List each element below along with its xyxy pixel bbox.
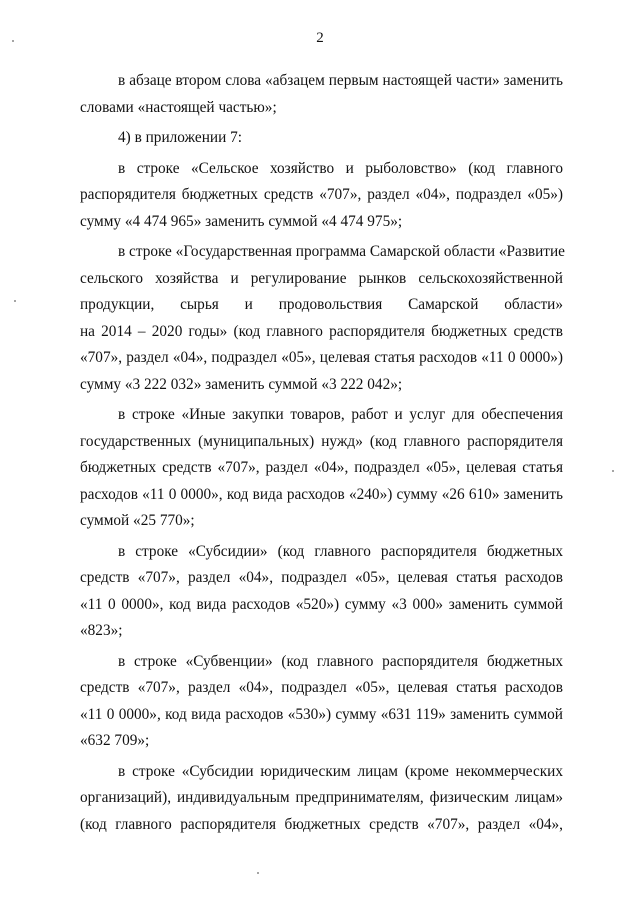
text-line: сельского хозяйства и регулирование рынков сельскохозяйственной xyxy=(80,269,563,287)
scan-speck xyxy=(12,40,14,42)
paragraph-3 xyxy=(80,156,563,236)
text-line: продукции, сырья и продовольствия Самарской области» xyxy=(80,296,563,313)
paragraph-5 xyxy=(80,402,563,535)
scan-speck xyxy=(612,470,614,472)
text-line: словами «настоящей частью»; xyxy=(80,98,277,116)
text-line: расходов «11 0 0000», код вида расходов «240») сумму «26 610» заменить xyxy=(80,485,563,503)
paragraph-4 xyxy=(80,239,563,398)
text-line: на 2014 – 2020 годы» (код главного распорядителя бюджетных средств xyxy=(80,322,563,340)
text-line: в строке «Сельское хозяйство и рыболовство» (код главного xyxy=(118,159,563,177)
page-number: 2 xyxy=(316,30,324,46)
text-line: «632 709»; xyxy=(80,732,150,749)
text-line: «707», раздел «04», подраздел «05», целевая статья расходов «11 0 0000») xyxy=(80,349,563,366)
document-body xyxy=(80,68,563,838)
text-line: в строке «Субсидии юридическим лицам (кроме некоммерческих xyxy=(118,762,563,780)
text-line: бюджетных средств «707», раздел «04», подраздел «05», целевая статья xyxy=(80,459,563,476)
text-line: «11 0 0000», код вида расходов «530») сумму «631 119» заменить суммой xyxy=(80,705,563,723)
text-line: «11 0 0000», код вида расходов «520») сумму «3 000» заменить суммой xyxy=(80,595,563,613)
text-line: в строке «Субвенции» (код главного распорядителя бюджетных xyxy=(118,652,563,670)
paragraph-2 xyxy=(80,125,563,152)
scan-speck xyxy=(14,300,16,302)
paragraph-6 xyxy=(80,539,563,645)
text-line: в абзаце втором слова «абзацем первым настоящей части» заменить xyxy=(118,72,563,89)
text-line: суммой «25 770»; xyxy=(80,512,195,529)
text-line: в строке «Иные закупки товаров, работ и услуг для обеспечения xyxy=(118,406,563,423)
text-line: в строке «Государственная программа Самарской области «Развитие xyxy=(118,243,565,260)
text-line: распорядителя бюджетных средств «707», раздел «04», подраздел «05») xyxy=(80,186,563,203)
text-line: средств «707», раздел «04», подраздел «05», целевая статья расходов xyxy=(80,569,563,586)
paragraph-7 xyxy=(80,649,563,755)
paragraph-8 xyxy=(80,759,563,839)
text-line: организаций), индивидуальным предпринимателям, физическим лицам» xyxy=(80,789,563,806)
text-line: (код главного распорядителя бюджетных средств «707», раздел «04», xyxy=(80,815,563,833)
scan-speck xyxy=(257,872,259,874)
text-line: «823»; xyxy=(80,622,123,639)
text-line: сумму «4 474 965» заменить суммой «4 474 975»; xyxy=(80,212,403,230)
text-line: в строке «Субсидии» (код главного распорядителя бюджетных xyxy=(118,542,563,560)
text-line: средств «707», раздел «04», подраздел «05», целевая статья расходов xyxy=(80,679,563,696)
text-line: 4) в приложении 7: xyxy=(118,129,242,146)
text-line: сумму «3 222 032» заменить суммой «3 222 042»; xyxy=(80,375,403,393)
text-line: государственных (муниципальных) нужд» (код главного распорядителя xyxy=(80,432,563,450)
paragraph-1 xyxy=(80,68,563,121)
